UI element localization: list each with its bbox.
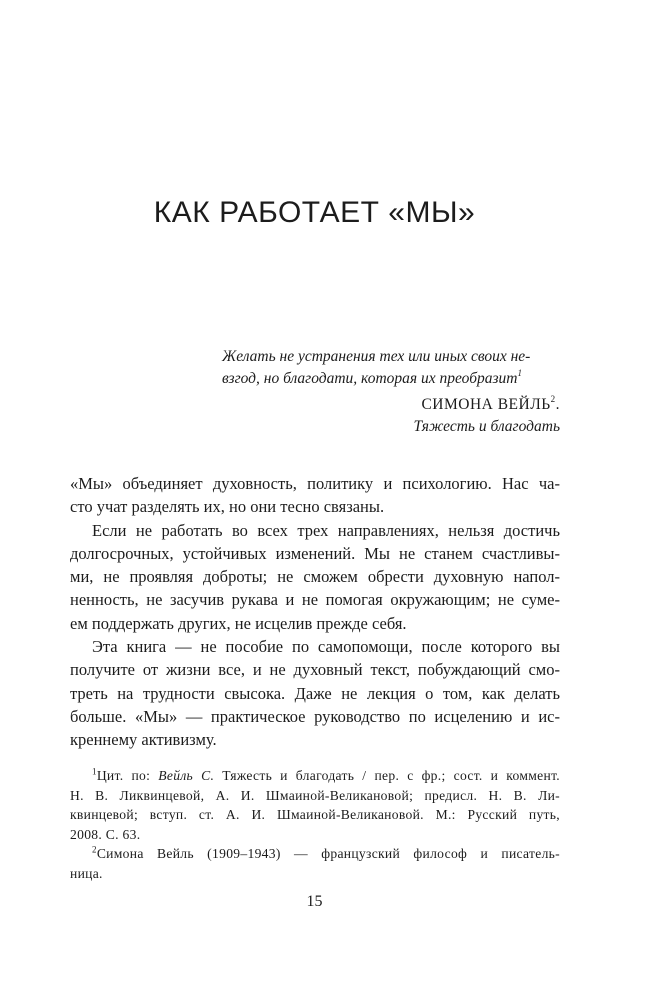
epigraph-source: Тяжесть и благодать (413, 418, 560, 435)
text-line: больше. «Мы» — практическое руководство по исцелению и ис- (70, 706, 560, 726)
epigraph-quote (222, 346, 560, 390)
text-line: «Мы» объединяет духовность, политику и психологию. Нас ча- (70, 474, 560, 493)
footnote-line: 2008. С. 63. (70, 826, 141, 842)
chapter-title: КАК РАБОТАЕТ «МЫ» (153, 196, 476, 229)
text-line: креннему активизму. (70, 730, 217, 750)
author-suffix: . (555, 396, 560, 413)
footnote-text: Тяжесть и благодать / пер. с фр.; сост. и коммент. (214, 768, 560, 783)
epigraph-line: Желать не устранения тех или иных своих не- (222, 348, 531, 365)
text-line: треть на трудности свысока. Даже не лекция о том, как делать (70, 683, 560, 703)
paragraph (70, 472, 560, 519)
paragraph (70, 519, 560, 635)
footnote-line: ница. (70, 865, 103, 881)
footnote-line: квинцевой; вступ. ст. А. И. Шмаиной-Великановой. М.: Русский путь, (70, 807, 560, 822)
text-line: Если не работать во всех трех направлениях, нельзя достичь (92, 520, 560, 540)
footnote-line (70, 844, 560, 864)
epigraph-line (222, 368, 560, 390)
footnote-line (70, 766, 560, 786)
epigraph-author (222, 394, 560, 416)
page-number: 15 (306, 893, 323, 910)
text-line: Эта книга — не пособие по самопомощи, после которого вы (92, 637, 560, 657)
epigraph-line-text: взгод, но благодати, которая их преобразит (222, 370, 518, 387)
footnote-prefix: Цит. по: (96, 768, 159, 783)
footnote-line: Н. В. Ликвинцевой, А. И. Шмаиной-Великановой; предисл. Н. В. Ли- (70, 787, 560, 803)
main-text (70, 472, 560, 752)
text-line: ненность, не засучив рукава и не помогая окружающим; не суме- (70, 590, 560, 610)
text-line: ем поддержать других, не исцелив прежде себя. (70, 613, 407, 633)
footnote-ref: 1 (517, 367, 522, 378)
text-line: сто учат разделять их, но они тесно связаны. (70, 497, 385, 517)
footnote-number: 1 (92, 766, 97, 777)
footnote-author: Вейль С. (158, 768, 215, 783)
footnote-text: Симона Вейль (1909–1943) — французский философ и писатель- (96, 846, 560, 861)
epigraph (222, 346, 560, 438)
paragraph (70, 635, 560, 751)
text-line: долгосрочных, устойчивых изменений. Мы не станем счастливы- (70, 543, 560, 563)
footnote-ref: 2 (550, 393, 556, 404)
footnote-2 (70, 844, 560, 883)
text-line: ми, не проявляя доброты; не сможем обрести духовную напол- (70, 567, 560, 587)
footnote-number: 2 (92, 844, 97, 855)
footnotes (70, 766, 560, 883)
text-line: получите от жизни все, и не духовный текст, побуждающий смо- (70, 660, 560, 680)
footnote-1 (70, 766, 560, 844)
author-name: СИМОНА ВЕЙЛЬ (421, 396, 551, 413)
